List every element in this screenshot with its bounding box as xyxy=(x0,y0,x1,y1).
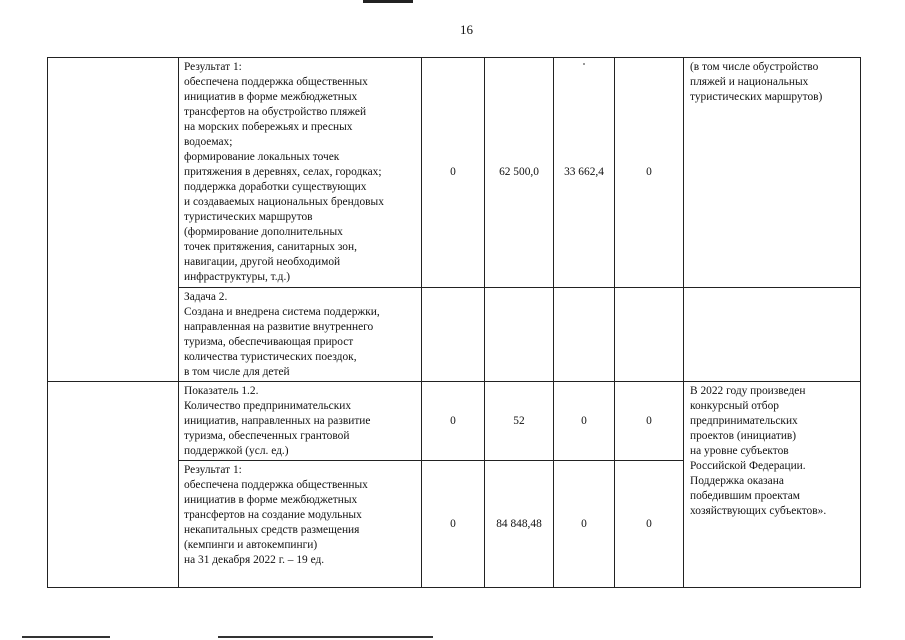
note-line: В 2022 году произведен xyxy=(690,385,806,397)
description-line: обеспечена поддержка общественных xyxy=(184,479,368,491)
scan-bottom-line xyxy=(22,636,110,638)
note-line: победившим проектам xyxy=(690,490,800,502)
table-row-result-beaches xyxy=(48,58,861,288)
description-line: трансфертов на создание модульных xyxy=(184,509,362,521)
note-cell-bottom xyxy=(684,382,861,588)
description-line: водоемах; xyxy=(184,136,233,148)
value-cell: 0 xyxy=(615,58,684,288)
value-cell: 0 xyxy=(554,461,615,588)
description-line: (кемпинги и автокемпинги) xyxy=(184,539,318,551)
empty-value-cell xyxy=(615,288,684,382)
description-line: туризма, обеспеченных грантовой xyxy=(184,430,350,442)
scan-top-mark xyxy=(363,0,413,3)
description-line: инфраструктуры, т.д.) xyxy=(184,271,291,283)
description-line: некапитальных средств размещения xyxy=(184,524,360,536)
description-line: туризма, обеспечивающая прирост xyxy=(184,336,354,348)
description-line: на 31 декабря 2022 г. – 19 ед. xyxy=(184,554,325,566)
empty-value-cell xyxy=(422,288,485,382)
description-line: инициатив в форме межбюджетных xyxy=(184,494,358,506)
description-line: трансфертов на обустройство пляжей xyxy=(184,106,367,118)
description-line: Результат 1: xyxy=(184,464,242,476)
description-line: туристических маршрутов xyxy=(184,211,313,223)
description-line: навигации, другой необходимой xyxy=(184,256,341,268)
description-line: Количество предпринимательских xyxy=(184,400,352,412)
description-line: поддержкой (усл. ед.) xyxy=(184,445,289,457)
empty-left-cell-bottom xyxy=(48,382,179,588)
description-line: Результат 1: xyxy=(184,61,242,73)
value-cell: 0 xyxy=(422,382,485,461)
description-line: инициатив в форме межбюджетных xyxy=(184,91,358,103)
empty-value-cell xyxy=(485,288,554,382)
value-cell: 0 xyxy=(554,382,615,461)
description-line: на морских побережьях и пресных xyxy=(184,121,353,133)
description-line: формирование локальных точек xyxy=(184,151,340,163)
note-line: предпринимательских xyxy=(690,415,798,427)
description-line: обеспечена поддержка общественных xyxy=(184,76,368,88)
description-cell xyxy=(179,461,422,588)
table-row-indicator xyxy=(48,382,861,461)
description-line: инициатив, направленных на развитие xyxy=(184,415,371,427)
description-cell xyxy=(179,382,422,461)
description-line: в том числе для детей xyxy=(184,366,290,378)
note-line: пляжей и национальных xyxy=(690,76,809,88)
note-line: Российской Федерации. xyxy=(690,460,806,472)
description-line: Задача 2. xyxy=(184,291,228,303)
description-line: направленная на развитие внутреннего xyxy=(184,321,374,333)
empty-value-cell xyxy=(554,288,615,382)
note-line: проектов (инициатив) xyxy=(690,430,797,442)
note-line: хозяйствующих субъектов». xyxy=(690,505,827,517)
description-cell xyxy=(179,288,422,382)
description-line: поддержка доработки существующих xyxy=(184,181,367,193)
empty-left-cell-top xyxy=(48,58,179,382)
description-line: точек притяжения, санитарных зон, xyxy=(184,241,357,253)
note-line: (в том числе обустройство xyxy=(690,61,819,73)
note-cell-top xyxy=(684,58,861,288)
description-line: (формирование дополнительных xyxy=(184,226,343,238)
description-line: и создаваемых национальных брендовых xyxy=(184,196,384,208)
note-line: туристических маршрутов) xyxy=(690,91,823,103)
note-line: на уровне субъектов xyxy=(690,445,789,457)
description-line: Показатель 1.2. xyxy=(184,385,259,397)
description-line: притяжения в деревнях, селах, городках; xyxy=(184,166,382,178)
value-cell: 0 xyxy=(422,461,485,588)
value-cell: 52 xyxy=(485,382,554,461)
value-cell: 0 xyxy=(422,58,485,288)
description-cell xyxy=(179,58,422,288)
note-line: конкурсный отбор xyxy=(690,400,779,412)
description-line: Создана и внедрена система поддержки, xyxy=(184,306,380,318)
note-line: Поддержка оказана xyxy=(690,475,784,487)
description-line: количества туристических поездок, xyxy=(184,351,357,363)
program-table xyxy=(47,57,861,588)
value-cell: 33 662,4 xyxy=(554,58,615,288)
empty-note-cell xyxy=(684,288,861,382)
value-cell: 84 848,48 xyxy=(485,461,554,588)
value-cell: 0 xyxy=(615,461,684,588)
scan-bottom-line xyxy=(218,636,433,638)
value-cell: 62 500,0 xyxy=(485,58,554,288)
value-cell: 0 xyxy=(615,382,684,461)
page-number: 16 xyxy=(460,22,473,37)
